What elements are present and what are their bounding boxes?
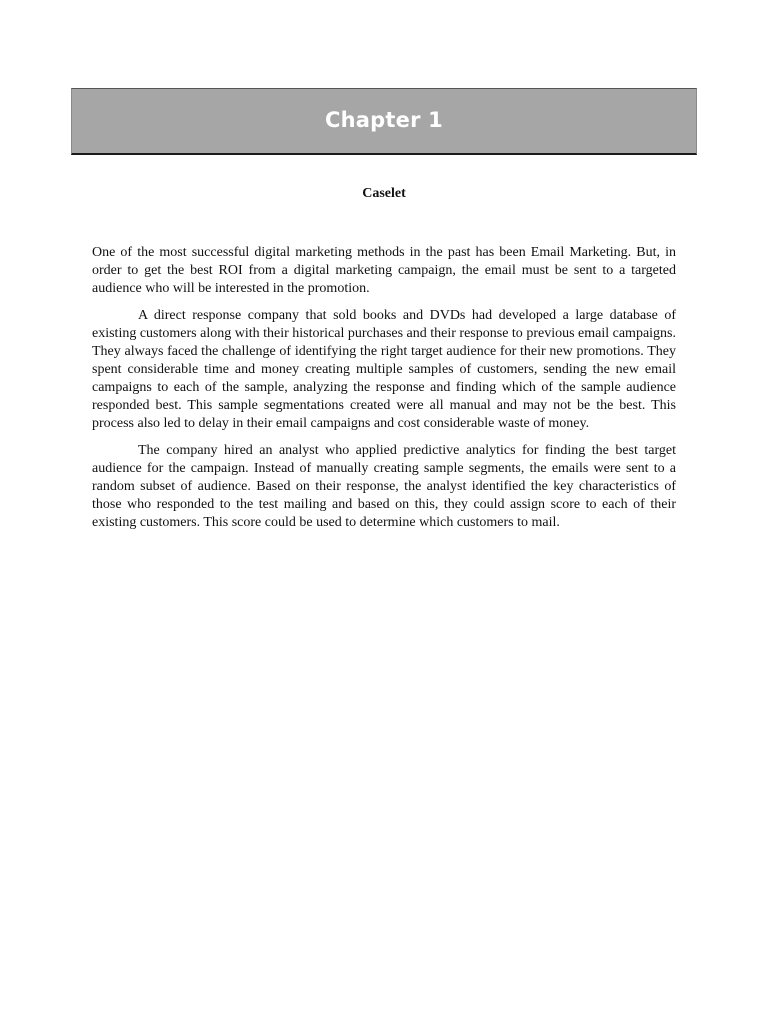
paragraph-problem: A direct response company that sold books and DVDs had developed a large database of existing customers along with their historical purchases and their response to previous email campaigns. They always faced the challenge of identifying the right target audience for their new promotions. They spent considerable time and money creating multiple samples of customers, sending the new email campaigns to each of the sample, analyzing the response and finding which of the sample audience responded best. This sample segmentations created were all manual and may not be the best. This process also led to delay in their email campaigns and cost considerable waste of money. [92,308,676,431]
chapter-title: Chapter 1 [325,108,443,132]
paragraph-intro: One of the most successful digital marketing methods in the past has been Email Marketing. But, in order to get the best ROI from a digital marketing campaign, the email must be sent to a targeted audience who will be interested in the promotion. [92,245,676,296]
chapter-banner [71,88,697,155]
body-text [92,244,676,541]
paragraph-solution: The company hired an analyst who applied predictive analytics for finding the best target audience for the campaign. Instead of manually creating sample segments, the emails were sent to a random subset of audience. Based on their response, the analyst identified the key characteristics of those who responded to the test mailing and based on this, they could assign score to each of their existing customers. This score could be used to determine which customers to mail. [92,443,676,530]
section-heading: Caselet [362,186,406,201]
